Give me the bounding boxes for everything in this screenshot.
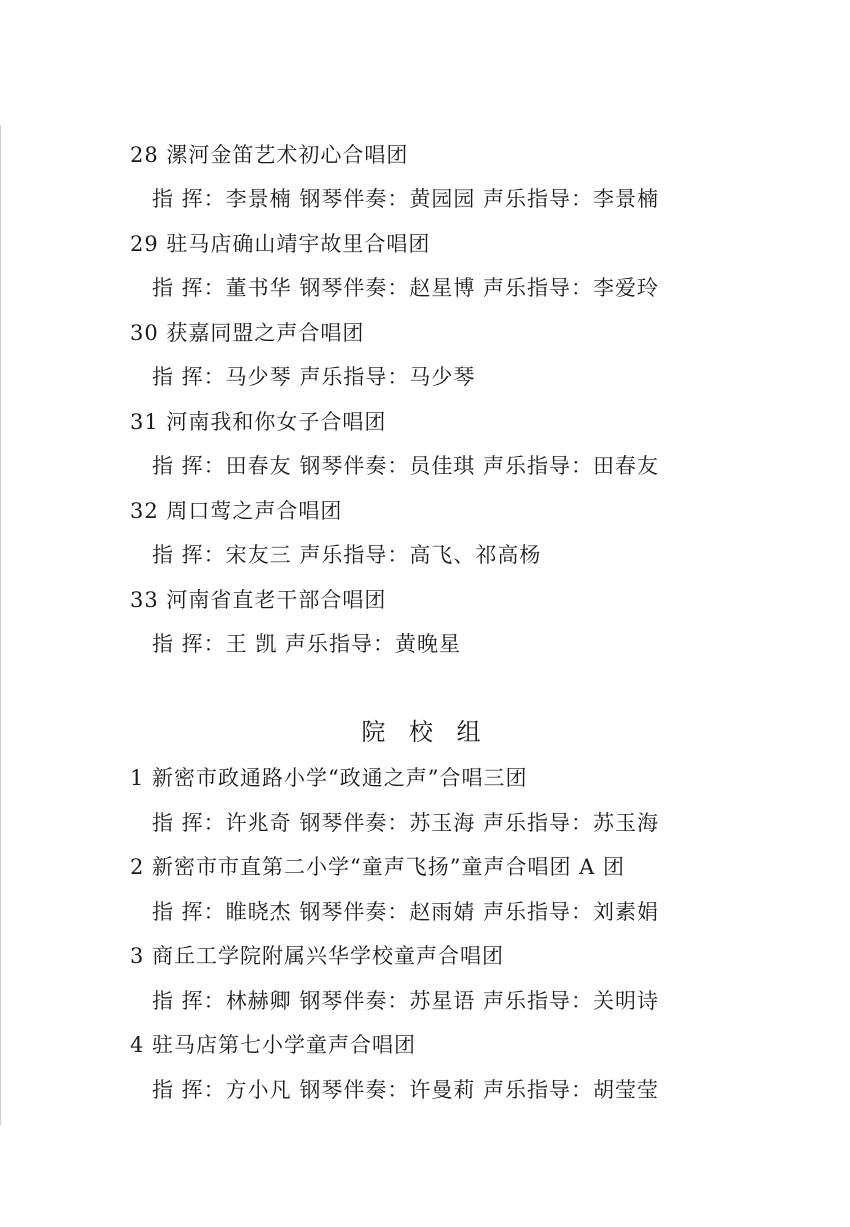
entry-title-28: 28 漯河金笛艺术初心合唱团: [130, 143, 409, 167]
entry-title-30: 30 获嘉同盟之声合唱团: [130, 321, 365, 345]
entry-title-29: 29 驻马店确山靖宇故里合唱团: [130, 232, 431, 256]
entry-detail-28: 指 挥：李景楠 钢琴伴奏：黄园园 声乐指导：李景楠: [152, 187, 660, 211]
school-entry-title-4: 4 驻马店第七小学童声合唱团: [130, 1033, 417, 1057]
entry-title-32: 32 周口莺之声合唱团: [130, 499, 343, 523]
school-entry-detail-3: 指 挥：林赫卿 钢琴伴奏：苏星语 声乐指导：关明诗: [152, 989, 660, 1013]
school-entry-detail-4: 指 挥：方小凡 钢琴伴奏：许曼莉 声乐指导：胡莹莹: [152, 1078, 660, 1102]
entry-detail-31: 指 挥：田春友 钢琴伴奏：员佳琪 声乐指导：田春友: [152, 454, 660, 478]
school-entry-title-2: 2 新密市市直第二小学“童声飞扬”童声合唱团 A 团: [130, 855, 626, 879]
school-entry-detail-1: 指 挥：许兆奇 钢琴伴奏：苏玉海 声乐指导：苏玉海: [152, 811, 660, 835]
school-entry-detail-2: 指 挥：睢晓杰 钢琴伴奏：赵雨婧 声乐指导：刘素娟: [152, 900, 660, 924]
section-heading: 院 校 组: [361, 718, 489, 746]
entry-detail-29: 指 挥：董书华 钢琴伴奏：赵星博 声乐指导：李爱玲: [152, 276, 660, 300]
page-edge-line: [0, 125, 1, 1125]
school-entry-title-1: 1 新密市政通路小学“政通之声”合唱三团: [130, 766, 528, 790]
entry-detail-32: 指 挥：宋友三 声乐指导：高飞、祁高杨: [152, 543, 542, 567]
school-entry-title-3: 3 商丘工学院附属兴华学校童声合唱团: [130, 944, 505, 968]
entry-title-33: 33 河南省直老干部合唱团: [130, 588, 387, 612]
entry-title-31: 31 河南我和你女子合唱团: [130, 410, 387, 434]
entry-detail-33: 指 挥：王 凯 声乐指导：黄晚星: [152, 632, 462, 656]
entry-detail-30: 指 挥：马少琴 声乐指导：马少琴: [152, 365, 476, 389]
